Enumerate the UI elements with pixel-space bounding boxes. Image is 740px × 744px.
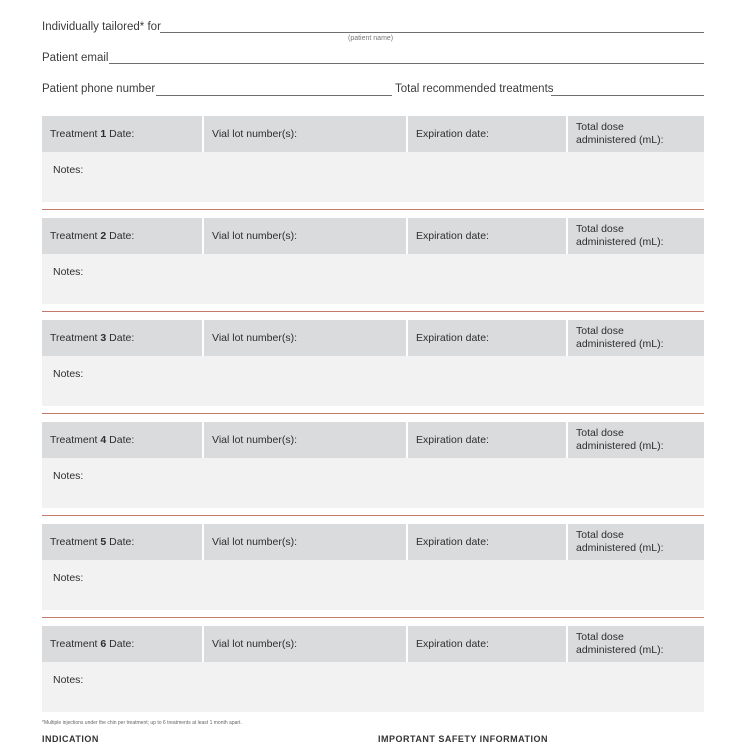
section-divider: [42, 209, 704, 210]
patient-email-label: Patient email: [42, 52, 109, 64]
date-label: Date:: [109, 536, 135, 548]
expiration-label: Expiration date:: [416, 128, 489, 140]
treatment-header-row: [42, 116, 704, 152]
treatment-number: 4: [100, 434, 107, 446]
vial-lot-cell[interactable]: [202, 524, 406, 560]
treatment-word: Treatment: [50, 230, 98, 242]
total-dose-cell[interactable]: [566, 626, 704, 662]
treatment-word: Treatment: [50, 536, 98, 548]
expiration-cell[interactable]: [406, 218, 566, 254]
total-dose-label: [576, 121, 664, 147]
total-dose-cell[interactable]: [566, 524, 704, 560]
treatment-block-3: [42, 320, 704, 406]
total-dose-label: [576, 223, 664, 249]
notes-area[interactable]: [42, 254, 704, 304]
total-dose-line1: Total dose: [576, 529, 624, 541]
total-treatments-label: Total recommended treatments: [395, 83, 554, 95]
expiration-label: Expiration date:: [416, 638, 489, 650]
expiration-cell[interactable]: [406, 626, 566, 662]
total-dose-line1: Total dose: [576, 325, 624, 337]
vial-lot-label: Vial lot number(s):: [212, 230, 298, 242]
treatment-date-cell[interactable]: [42, 626, 202, 662]
treatment-block-6: [42, 626, 704, 712]
total-dose-cell[interactable]: [566, 116, 704, 152]
treatment-date-cell[interactable]: [42, 116, 202, 152]
treatment-word: Treatment: [50, 128, 98, 140]
total-treatments-line[interactable]: [551, 95, 704, 96]
treatment-date-cell[interactable]: [42, 218, 202, 254]
total-dose-cell[interactable]: [566, 320, 704, 356]
notes-label: Notes:: [53, 368, 84, 380]
treatment-date-cell[interactable]: [42, 320, 202, 356]
notes-label: Notes:: [53, 572, 84, 584]
total-dose-line1: Total dose: [576, 223, 624, 235]
safety-heading: IMPORTANT SAFETY INFORMATION: [378, 734, 548, 744]
treatment-number: 1: [100, 128, 107, 140]
expiration-cell[interactable]: [406, 524, 566, 560]
treatment-word: Treatment: [50, 434, 98, 446]
treatment-block-1: [42, 116, 704, 202]
total-dose-label: [576, 325, 664, 351]
treatment-header-row: [42, 626, 704, 662]
expiration-label: Expiration date:: [416, 434, 489, 446]
expiration-cell[interactable]: [406, 116, 566, 152]
treatment-number: 6: [100, 638, 107, 650]
patient-phone-label: Patient phone number: [42, 83, 156, 95]
vial-lot-cell[interactable]: [202, 626, 406, 662]
notes-area[interactable]: [42, 356, 704, 406]
expiration-label: Expiration date:: [416, 230, 489, 242]
footnote: *Multiple injections under the chin per treatment; up to 6 treatments at least 1 month apart.: [42, 720, 242, 726]
notes-label: Notes:: [53, 470, 84, 482]
total-dose-line1: Total dose: [576, 631, 624, 643]
vial-lot-label: Vial lot number(s):: [212, 536, 298, 548]
notes-area[interactable]: [42, 662, 704, 712]
treatment-header-row: [42, 320, 704, 356]
total-dose-line2: administered (mL):: [576, 644, 664, 656]
treatment-block-2: [42, 218, 704, 304]
treatment-number: 5: [100, 536, 107, 548]
total-dose-label: [576, 631, 664, 657]
total-dose-line2: administered (mL):: [576, 440, 664, 452]
date-label: Date:: [109, 230, 135, 242]
total-dose-line1: Total dose: [576, 427, 624, 439]
treatment-word: Treatment: [50, 638, 98, 650]
date-label: Date:: [109, 434, 135, 446]
section-divider: [42, 413, 704, 414]
treatment-header-row: [42, 218, 704, 254]
treatment-date-cell[interactable]: [42, 422, 202, 458]
date-label: Date:: [109, 332, 135, 344]
total-dose-cell[interactable]: [566, 422, 704, 458]
patient-email-line[interactable]: [109, 63, 704, 64]
treatment-word: Treatment: [50, 332, 98, 344]
treatment-header-row: [42, 422, 704, 458]
total-dose-line2: administered (mL):: [576, 134, 664, 146]
notes-area[interactable]: [42, 152, 704, 202]
notes-label: Notes:: [53, 266, 84, 278]
total-dose-line2: administered (mL):: [576, 338, 664, 350]
total-dose-line2: administered (mL):: [576, 542, 664, 554]
vial-lot-cell[interactable]: [202, 116, 406, 152]
expiration-label: Expiration date:: [416, 536, 489, 548]
total-dose-line1: Total dose: [576, 121, 624, 133]
treatment-number: 2: [100, 230, 107, 242]
expiration-cell[interactable]: [406, 422, 566, 458]
vial-lot-label: Vial lot number(s):: [212, 434, 298, 446]
expiration-label: Expiration date:: [416, 332, 489, 344]
vial-lot-label: Vial lot number(s):: [212, 332, 298, 344]
expiration-cell[interactable]: [406, 320, 566, 356]
notes-area[interactable]: [42, 458, 704, 508]
total-dose-cell[interactable]: [566, 218, 704, 254]
treatment-number: 3: [100, 332, 107, 344]
treatment-date-cell[interactable]: [42, 524, 202, 560]
section-divider: [42, 617, 704, 618]
indication-heading: INDICATION: [42, 734, 99, 744]
treatment-header-row: [42, 524, 704, 560]
patient-phone-line[interactable]: [156, 95, 392, 96]
vial-lot-label: Vial lot number(s):: [212, 638, 298, 650]
patient-name-line[interactable]: [160, 32, 704, 33]
total-dose-label: [576, 529, 664, 555]
notes-area[interactable]: [42, 560, 704, 610]
treatment-block-4: [42, 422, 704, 508]
notes-label: Notes:: [53, 164, 84, 176]
date-label: Date:: [109, 638, 135, 650]
total-dose-line2: administered (mL):: [576, 236, 664, 248]
section-divider: [42, 311, 704, 312]
vial-lot-cell[interactable]: [202, 320, 406, 356]
patient-name-hint: (patient name): [348, 35, 394, 42]
date-label: Date:: [109, 128, 135, 140]
notes-label: Notes:: [53, 674, 84, 686]
section-divider: [42, 515, 704, 516]
treatment-block-5: [42, 524, 704, 610]
tailored-for-label: Individually tailored* for: [42, 21, 161, 33]
vial-lot-label: Vial lot number(s):: [212, 128, 298, 140]
total-dose-label: [576, 427, 664, 453]
vial-lot-cell[interactable]: [202, 218, 406, 254]
vial-lot-cell[interactable]: [202, 422, 406, 458]
